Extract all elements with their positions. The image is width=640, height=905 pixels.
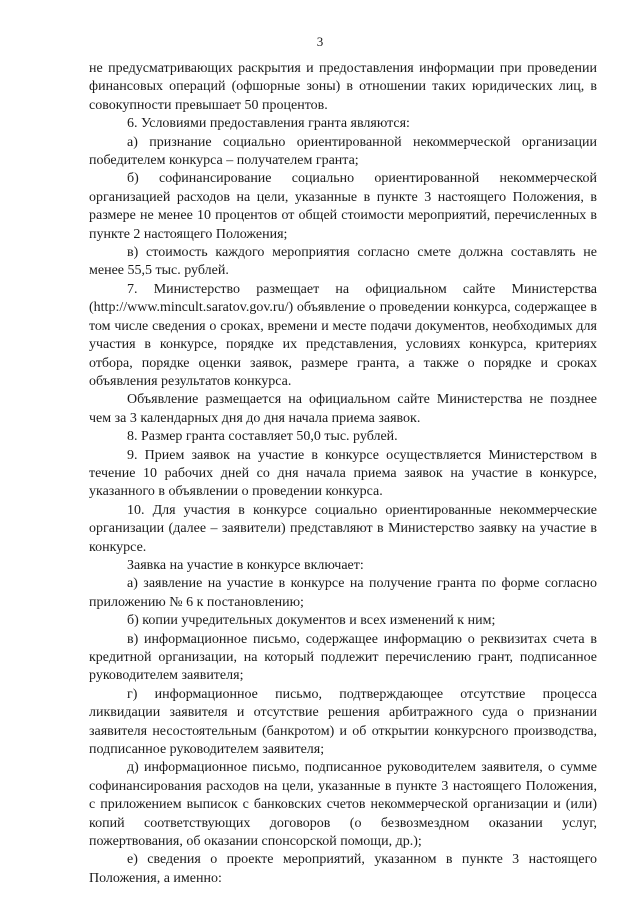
paragraph: 9. Прием заявок на участие в конкурсе осуществляется Министерством в течение 10 рабочих дней со дня начала приема заявок на участие в конкурсе, указанного в объявлении о проведении конкурса. bbox=[89, 447, 597, 500]
paragraph: Объявление размещается на официальном сайте Министерства не позднее чем за 3 календарных дня до дня начала приема заявок. bbox=[89, 392, 597, 426]
paragraph: 7. Министерство размещает на официальном сайте Министерства (http://www.mincult.saratov.gov.ru/) объявление о проведении конкурса, содержащее в том числе сведения о сроках, времени и месте подачи документов, необходимых для участия в конкурсе, порядке их представления, условиях конкурса, критериях отбора, порядке оценки заявок, размере гранта, а также о порядке и сроках объявления результатов конкурса. bbox=[89, 281, 597, 389]
paragraph: 6. Условиями предоставления гранта являются: bbox=[127, 116, 410, 132]
paragraph: а) признание социально ориентированной некоммерческой организации победителем конкурса – получателем гранта; bbox=[89, 134, 597, 169]
paragraph: не предусматривающих раскрытия и предоставления информации при проведении финансовых операций (офшорные зоны) в отношении таких юридических лиц, в совокупности превышает 50 процентов. bbox=[89, 61, 597, 113]
paragraph: в) информационное письмо, содержащее информацию о реквизитах счета в кредитной организации, на который подлежит перечислению грант, подписанное руководителем заявителя; bbox=[89, 631, 597, 684]
document-body bbox=[89, 60, 597, 888]
paragraph: е) сведения о проекте мероприятий, указанном в пункте 3 настоящего Положения, а именно: bbox=[89, 852, 597, 886]
page-number: 3 bbox=[316, 34, 324, 49]
paragraph: б) копии учредительных документов и всех изменений к ним; bbox=[127, 613, 496, 629]
paragraph: 10. Для участия в конкурсе социально ориентированные некоммерческие организации (далее – заявители) представляют в Министерство заявку на участие в конкурсе. bbox=[89, 502, 597, 555]
paragraph: а) заявление на участие в конкурсе на получение гранта по форме согласно приложению № 6 к постановлению; bbox=[89, 576, 597, 610]
paragraph: г) информационное письмо, подтверждающее отсутствие процесса ликвидации заявителя и отсутствие решения арбитражного суда о признании заявителя несостоятельным (банкротом) и об открытии конкурсного производства, подписанное руководителем заявителя; bbox=[89, 686, 597, 758]
paragraph: Заявка на участие в конкурсе включает: bbox=[127, 557, 364, 573]
paragraph: б) софинансирование социально ориентированной некоммерческой организацией расходов на цели, указанные в пункте 3 настоящего Положения, в размере не менее 10 процентов от общей стоимости мероприятий, перечисленных в пункте 2 настоящего Положения; bbox=[89, 171, 597, 242]
paragraph: в) стоимость каждого мероприятия согласно смете должна составлять не менее 55,5 тыс. рублей. bbox=[89, 245, 597, 279]
paragraph: 8. Размер гранта составляет 50,0 тыс. рублей. bbox=[127, 429, 398, 445]
paragraph: д) информационное письмо, подписанное руководителем заявителя, о сумме софинансирования расходов на цели, указанные в пункте 3 настоящего Положения, с приложением выписок с банковских счетов некоммерческой организации и (или) копий соответствующих договоров (о безвозмездном оказании услуг, пожертвования, об оказании спонсорской помощи, др.); bbox=[89, 760, 597, 850]
